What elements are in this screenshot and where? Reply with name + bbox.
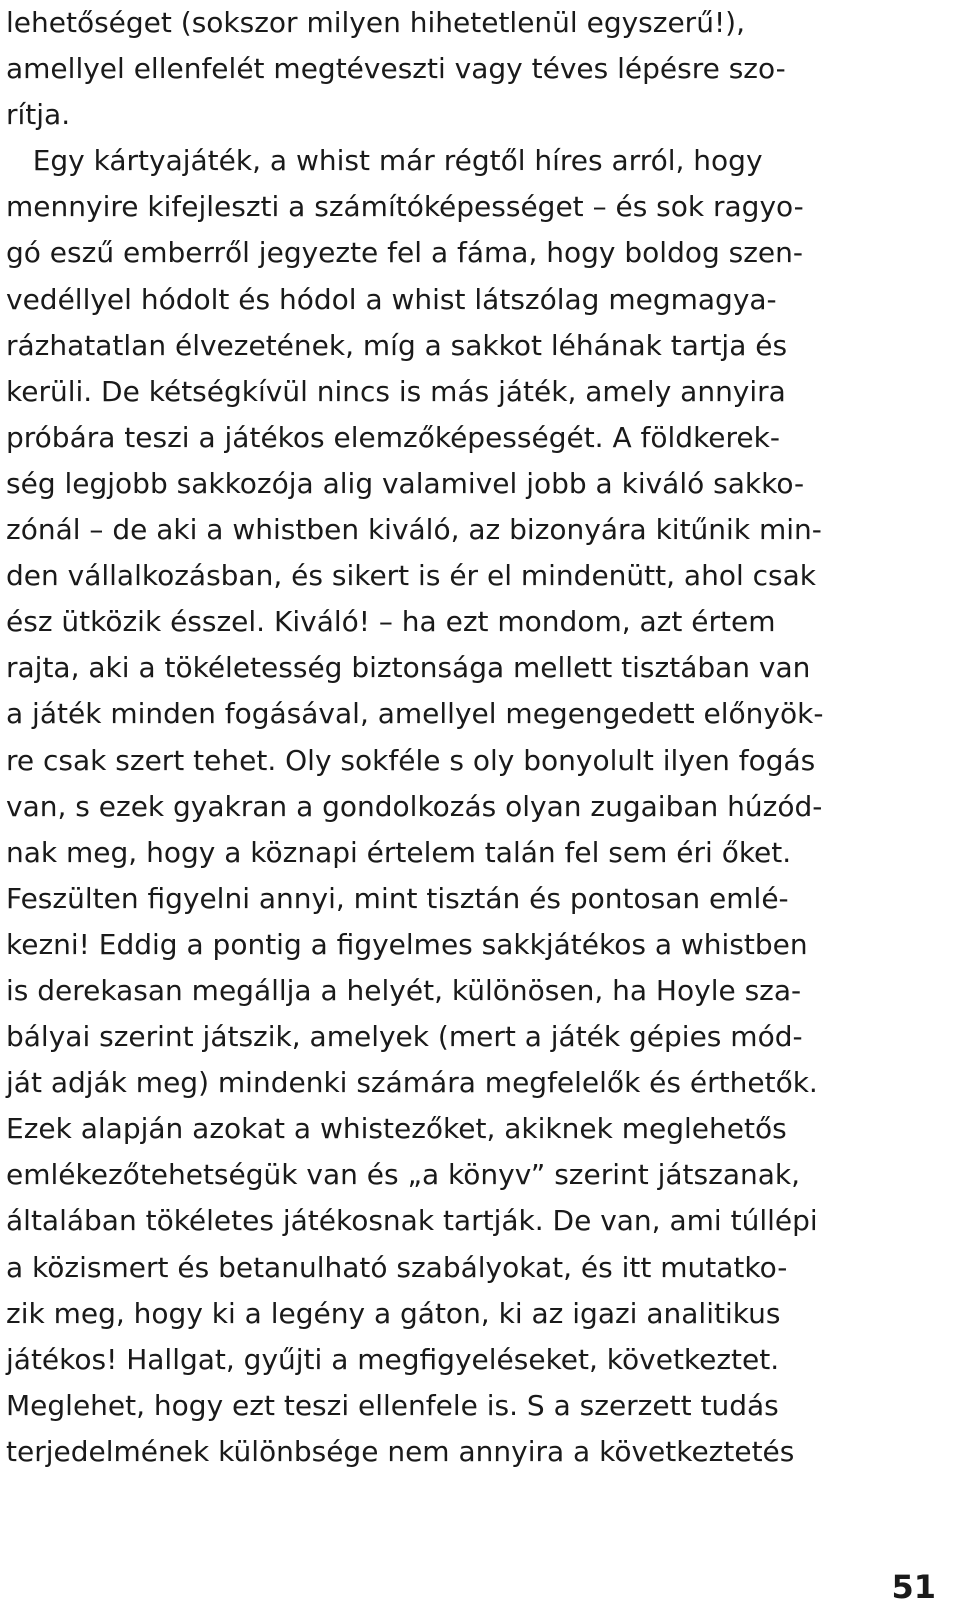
text-line: kezni! Eddig a pontig a figyelmes sakkjátékos a whistben	[6, 927, 808, 961]
text-line: amellyel ellenfelét megtéveszti vagy téves lépésre szo-	[6, 52, 786, 86]
text-line: terjedelmének különbsége nem annyira a következtetés	[6, 1434, 795, 1468]
text-line: játékos! Hallgat, gyűjti a megfigyeléseket, következtet.	[6, 1342, 780, 1376]
text-line: Feszülten figyelni annyi, mint tisztán és pontosan emlé-	[6, 881, 789, 915]
text-line: lehetőséget (sokszor milyen hihetetlenül egyszerű!),	[6, 6, 745, 39]
text-line: ját adják meg) mindenki számára megfelelők és érthetők.	[6, 1066, 818, 1100]
text-line: ség legjobb sakkozója alig valamivel jobb a kiváló sakko-	[6, 466, 805, 500]
text-line: zónál – de aki a whistben kiváló, az bizonyára kitűnik min-	[6, 513, 822, 547]
text-line: nak meg, hogy a köznapi értelem talán fel sem éri őket.	[6, 835, 792, 869]
text-line: ész ütközik ésszel. Kiváló! – ha ezt mondom, azt értem	[6, 605, 776, 639]
text-line: mennyire kifejleszti a számítóképességet – és sok ragyo-	[6, 190, 804, 224]
text-line: is derekasan megállja a helyét, különösen, ha Hoyle sza-	[6, 973, 802, 1007]
text-line: van, s ezek gyakran a gondolkozás olyan zugaiban húzód-	[6, 789, 823, 823]
text-line: vedéllyel hódolt és hódol a whist látszólag megmagya-	[6, 282, 777, 316]
text-line: Ezek alapján azokat a whistezőket, akiknek meglehetős	[6, 1112, 787, 1146]
text-line: kerüli. De kétségkívül nincs is más játék, amely annyira	[6, 374, 786, 408]
text-line: re csak szert tehet. Oly sokféle s oly bonyolult ilyen fogás	[6, 743, 816, 777]
text-line: általában tökéletes játékosnak tartják. De van, ami túllépi	[6, 1204, 818, 1238]
text-line: rázhatatlan élvezetének, míg a sakkot léhának tartja és	[6, 328, 788, 362]
text-line: den vállalkozásban, és sikert is ér el mindenütt, ahol csak	[6, 559, 816, 593]
text-line: Meglehet, hogy ezt teszi ellenfele is. S a szerzett tudás	[6, 1388, 779, 1422]
text-line: Egy kártyajáték, a whist már régtől híres arról, hogy	[6, 144, 763, 178]
text-line: a közismert és betanulható szabályokat, és itt mutatko-	[6, 1250, 788, 1284]
text-line: a játék minden fogásával, amellyel megengedett előnyök-	[6, 697, 824, 731]
body-text	[6, 0, 856, 1475]
text-line: emlékezőtehetségük van és „a könyv” szerint játszanak,	[6, 1158, 800, 1192]
text-line: zik meg, hogy ki a legény a gáton, ki az igazi analitikus	[6, 1296, 781, 1330]
text-line: rítja.	[6, 98, 71, 132]
text-line: gó eszű emberről jegyezte fel a fáma, hogy boldog szen-	[6, 236, 804, 270]
text-line: rajta, aki a tökéletesség biztonsága mellett tisztában van	[6, 651, 811, 685]
text-line: próbára teszi a játékos elemzőképességét. A földkerek-	[6, 420, 780, 454]
text-line: bályai szerint játszik, amelyek (mert a játék gépies mód-	[6, 1020, 803, 1054]
page-number: 51	[891, 1568, 936, 1606]
